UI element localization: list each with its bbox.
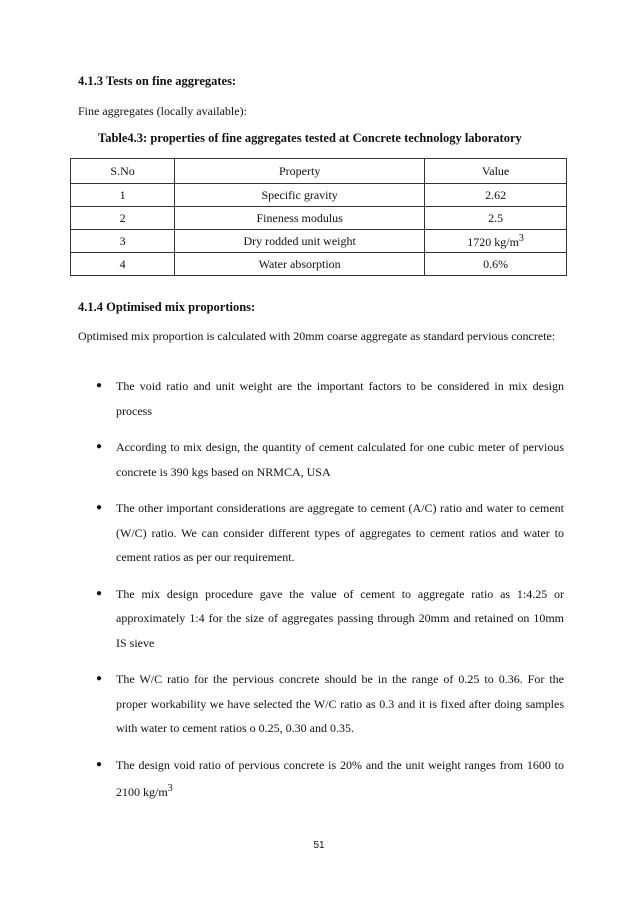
mix-intro: Optimised mix proportion is calculated with 20mm coarse aggregate as standard pervious concrete:	[78, 329, 556, 343]
cell-value	[425, 230, 567, 253]
list-item	[94, 667, 564, 741]
cell-sno: 1	[71, 184, 175, 207]
column-header-value: Value	[425, 159, 567, 184]
bullet-icon: ●	[96, 587, 103, 599]
bullet-icon: ●	[96, 758, 103, 770]
list-item	[94, 753, 564, 805]
table-row	[71, 207, 567, 230]
cell-sno: 3	[71, 230, 175, 253]
section-heading-mix: 4.1.4 Optimised mix proportions:	[78, 300, 256, 314]
table-caption: Table4.3: properties of fine aggregates tested at Concrete technology laboratory	[98, 131, 522, 145]
bullet-icon: ●	[96, 502, 103, 513]
properties-table	[70, 158, 567, 276]
cell-property: Specific gravity	[175, 184, 425, 207]
list-item-text: The void ratio and unit weight are the important factors to be considered in mix design process	[116, 379, 564, 418]
cell-value: 2.5	[425, 207, 567, 230]
cell-property: Fineness modulus	[175, 207, 425, 230]
superscript: 3	[518, 232, 524, 244]
cell-value: 2.62	[425, 184, 567, 207]
cell-sno: 2	[71, 207, 175, 230]
list-item-text: The other important considerations are aggregate to cement (A/C) ratio and water to cement (W/C) ratio. We can consider different types of aggregates to cement ratios and water to cement ratios as per our requirement.	[116, 501, 564, 564]
list-item	[94, 496, 564, 570]
table-header-row	[71, 159, 567, 184]
bullet-icon: ●	[96, 673, 103, 684]
cell-property: Water absorption	[175, 253, 425, 276]
value-text: 1720 kg/m	[467, 234, 519, 249]
list-item	[94, 582, 564, 656]
list-item-text: The W/C ratio for the pervious concrete should be in the range of 0.25 to 0.36. For the proper workability we have selected the W/C ratio as 0.3 and it is fixed after doing samples with water to cement ratios o 0.25, 0.30 and 0.35.	[116, 672, 564, 735]
column-header-sno: S.No	[71, 159, 175, 184]
fine-aggregates-intro: Fine aggregates (locally available):	[78, 104, 247, 118]
table-row	[71, 230, 567, 253]
cell-value: 0.6%	[425, 253, 567, 276]
list-item	[94, 435, 564, 484]
list-item-text: According to mix design, the quantity of cement calculated for one cubic meter of pervious concrete is 390 kgs based on NRMCA, USA	[116, 440, 564, 479]
cell-sno: 4	[71, 253, 175, 276]
superscript: 3	[167, 783, 173, 794]
section-heading-tests: 4.1.3 Tests on fine aggregates:	[78, 74, 237, 88]
page-number: 51	[313, 840, 325, 851]
list-item	[94, 374, 564, 423]
column-header-property: Property	[175, 159, 425, 184]
bullet-icon: ●	[96, 441, 103, 452]
table-row	[71, 184, 567, 207]
cell-property: Dry rodded unit weight	[175, 230, 425, 253]
list-item-text: The design void ratio of pervious concrete is 20% and the unit weight ranges from 1600 to 2100 kg/m	[116, 757, 564, 799]
bullet-icon: ●	[96, 380, 103, 391]
list-item-text: The mix design procedure gave the value of cement to aggregate ratio as 1:4.25 or approximately 1:4 for the size of aggregates passing through 20mm and retained on 10mm IS sieve	[116, 586, 564, 650]
table-row	[71, 253, 567, 276]
bullet-list	[94, 374, 564, 817]
